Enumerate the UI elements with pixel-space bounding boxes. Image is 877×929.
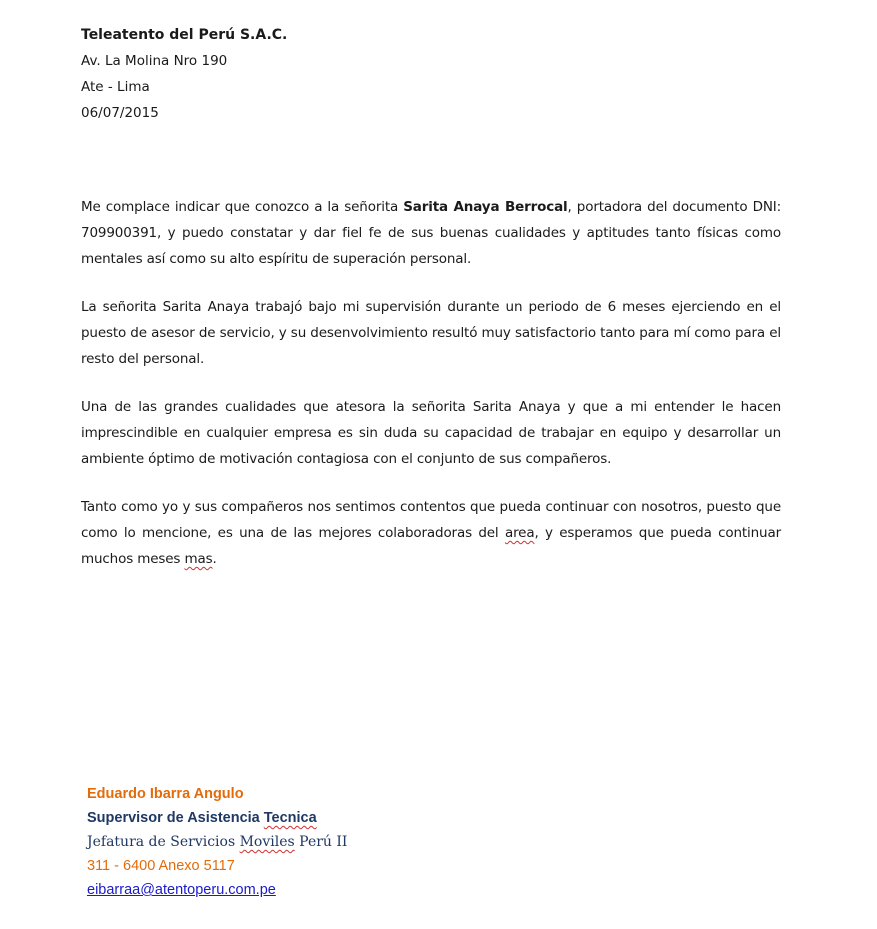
p4-text-b: , y esperamos que pueda continuar muchos meses (81, 525, 781, 567)
candidate-name: Sarita Anaya Berrocal (403, 199, 568, 215)
letter-body (81, 194, 781, 594)
spellcheck-word-area: area (504, 525, 535, 541)
role-text-a: Supervisor de Asistencia (87, 810, 264, 826)
p4-text-end: . (212, 551, 217, 567)
signature-block (87, 782, 347, 902)
spellcheck-word-moviles: Moviles (239, 834, 295, 850)
paragraph-4 (81, 494, 781, 572)
p4-text-a: Tanto como yo y sus compañeros nos sentimos contentos que pueda continuar con nosotros, puesto que como lo mencione, es una de las mejores colaboradoras del (81, 499, 781, 541)
company-city: Ate - Lima (81, 79, 150, 95)
signer-department (87, 830, 347, 854)
signer-role (87, 806, 347, 830)
spellcheck-word-tecnica: Tecnica (263, 810, 317, 826)
company-name: Teleatento del Perú S.A.C. (81, 27, 288, 43)
dept-text-a: Jefatura de Servicios (87, 834, 240, 850)
signer-email-link[interactable]: eibarraa@atentoperu.com.pe (87, 882, 276, 898)
signer-phone: 311 - 6400 Anexo 5117 (87, 858, 235, 874)
letter-header (81, 22, 287, 126)
signer-name: Eduardo Ibarra Angulo (87, 786, 244, 802)
paragraph-3: Una de las grandes cualidades que atesora la señorita Sarita Anaya y que a mi entender le hacen imprescindible en cualquier empresa es sin duda su capacidad de trabajar en equipo y desarrollar un ambiente óptimo de motivación contagiosa con el conjunto de sus compañeros. (81, 399, 781, 467)
letter-date: 06/07/2015 (81, 105, 159, 121)
spellcheck-word-mas: mas (184, 551, 213, 567)
paragraph-1 (81, 194, 781, 272)
company-address: Av. La Molina Nro 190 (81, 53, 228, 69)
paragraph-2: La señorita Sarita Anaya trabajó bajo mi supervisión durante un periodo de 6 meses ejerciendo en el puesto de asesor de servicio, y su desenvolvimiento resultó muy satisfactorio tanto para mí como para el resto del personal. (81, 299, 781, 367)
dept-text-c: Perú II (294, 834, 348, 850)
p1-text-b: , portadora del documento DNI: 709900391, y puedo constatar y dar fiel fe de sus buenas cualidades y aptitudes tanto físicas como mentales así como su alto espíritu de superación personal. (81, 199, 781, 267)
p1-text-a: Me complace indicar que conozco a la señorita (81, 199, 404, 215)
